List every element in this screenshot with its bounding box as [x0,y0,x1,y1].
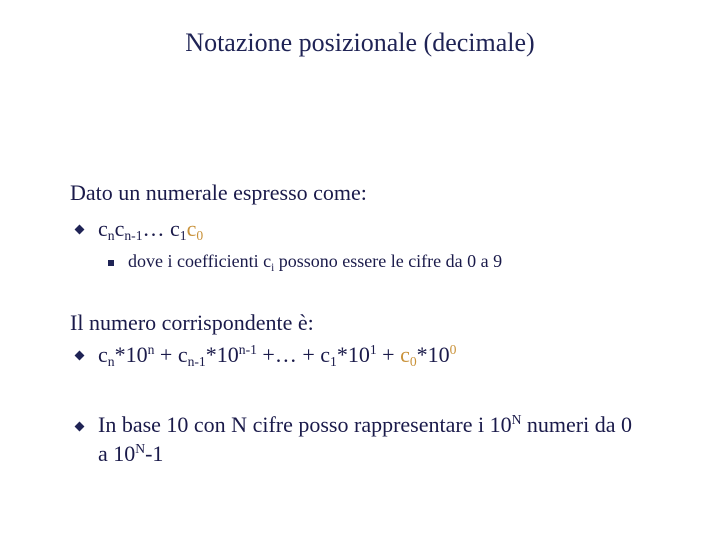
square-bullet-icon [108,260,114,266]
numeral-formula: $c_nc_{n-1}\dots$ $c_1c_0$ [98,216,204,243]
diamond-bullet-icon [75,225,85,235]
diamond-bullet-icon [75,351,85,361]
coefficients-note: dove i coefficienti $c_i$ possono essere le cifre da 0 a 9 [128,251,503,274]
base10-statement-line1: In base 10 con N cifre posso rappresentare i $10^N$ numeri da 0 [98,412,633,437]
section1-heading: Dato un numerale espresso come: [70,180,367,205]
expansion-formula: $c_n*10^n + c_{n-1}*10^{n-1}$ +… + $c_1*10^1 + c_0*10^0$ [98,342,457,369]
slide-title: Notazione posizionale (decimale) [185,28,535,57]
section2-heading: Il numero corrispondente è: [70,310,314,335]
base10-statement-line2: a $10^N-1$ [98,441,164,466]
diamond-bullet-icon [75,422,85,432]
